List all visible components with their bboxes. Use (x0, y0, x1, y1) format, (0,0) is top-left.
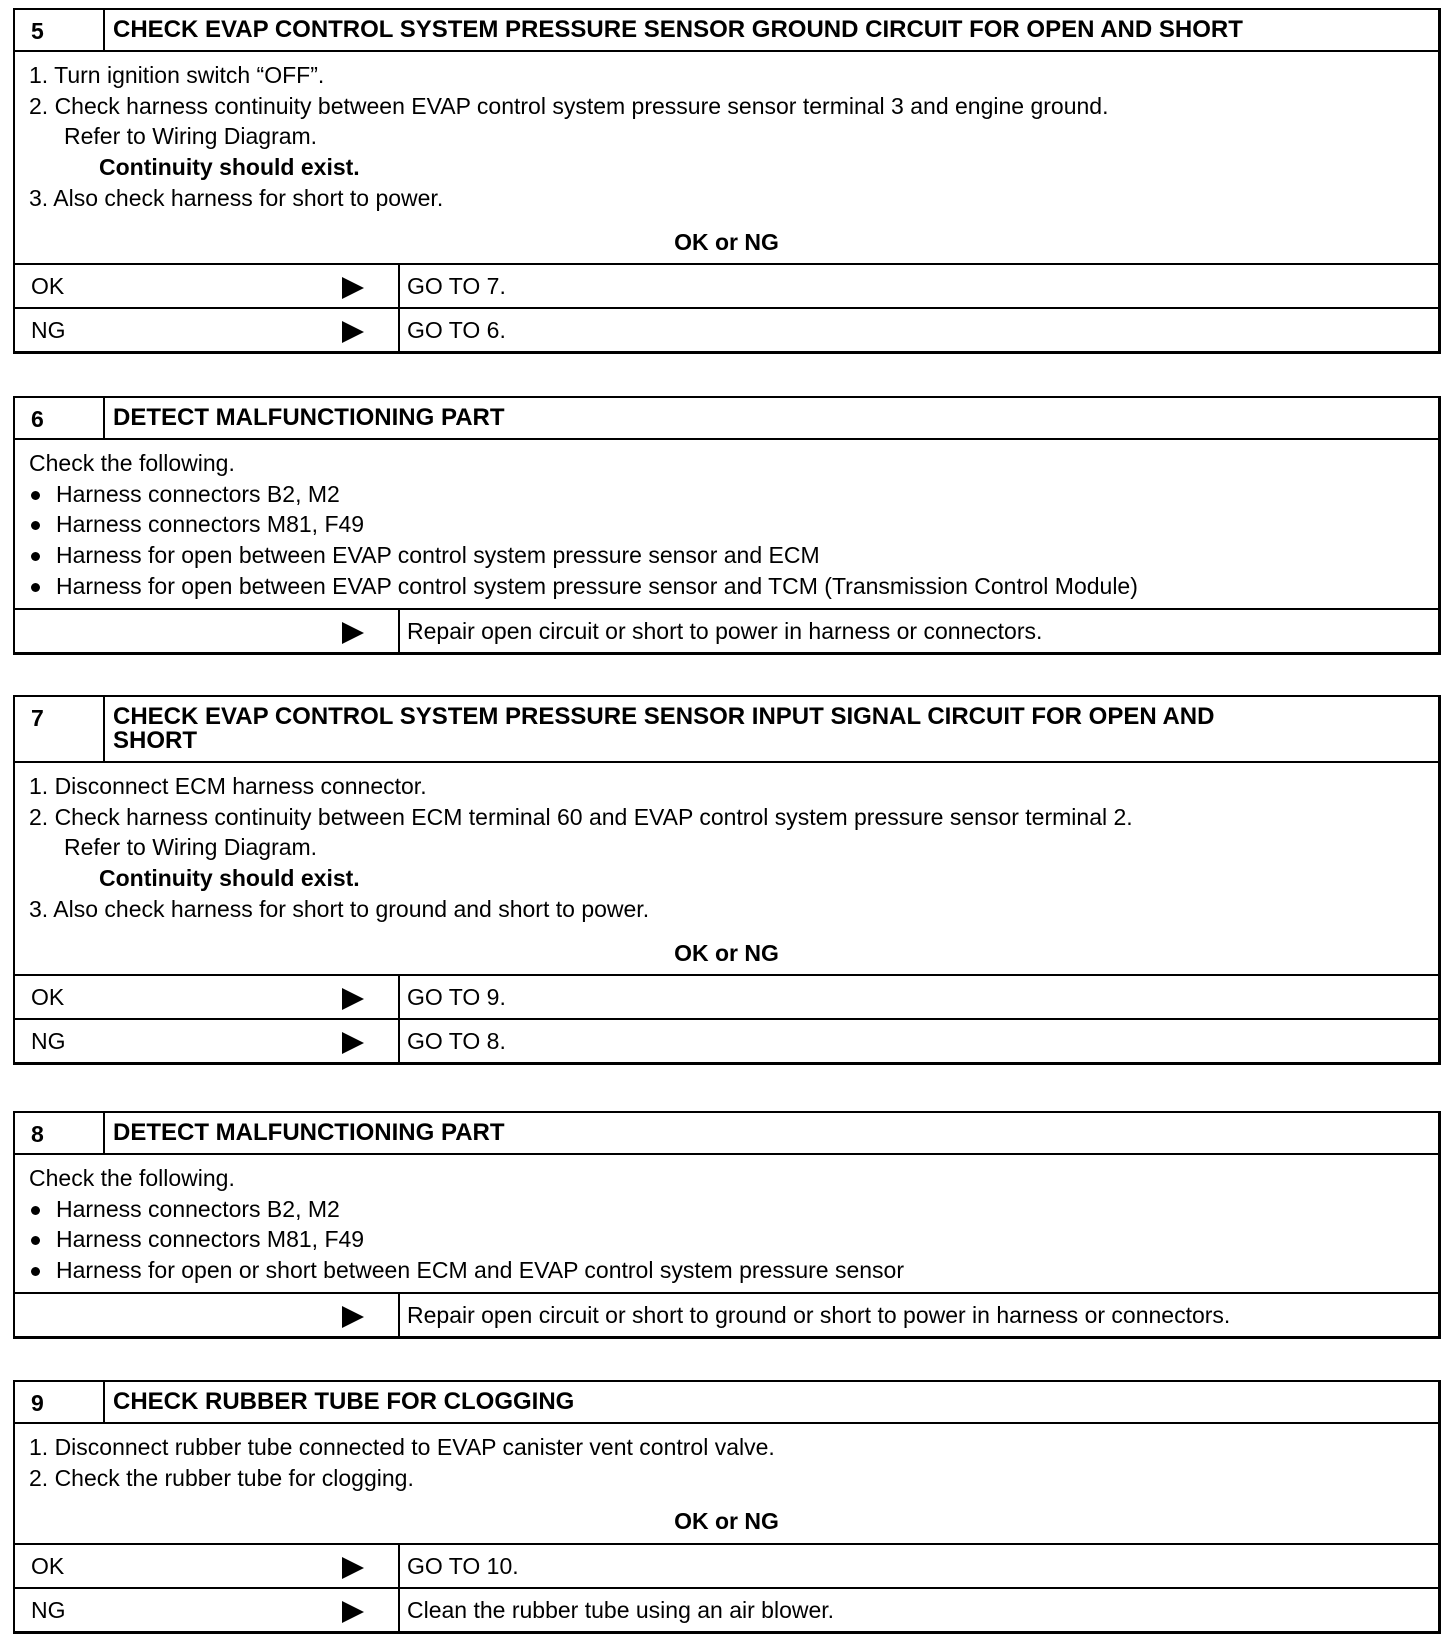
step-6-box (13, 396, 1441, 655)
result-label: NG (31, 1597, 66, 1624)
result-action: GO TO 8. (407, 1028, 506, 1055)
result-row (15, 1292, 1438, 1336)
result-action: GO TO 10. (407, 1553, 519, 1580)
bullet-item: Harness for open between EVAP control system pressure sensor and ECM (29, 540, 1424, 571)
instruction: Check the following. (29, 450, 235, 476)
ok-or-ng-label: OK or NG (674, 228, 779, 255)
bullet-item: Harness connectors B2, M2 (29, 479, 1424, 510)
result-action: Repair open circuit or short to ground or short to power in harness or connectors. (407, 1301, 1231, 1328)
step-instructions (15, 763, 1438, 974)
result-row-ng (15, 1587, 1438, 1631)
result-row-ng (15, 1018, 1438, 1062)
result-row-ok (15, 1543, 1438, 1587)
step-number: 7 (15, 697, 105, 761)
step-number: 5 (15, 10, 105, 50)
spec-text: Continuity should exist. (99, 865, 360, 892)
step-header (15, 1382, 1438, 1424)
result-action: GO TO 9. (407, 984, 506, 1011)
step-7-box (13, 695, 1441, 1065)
arrow-right-icon (342, 622, 364, 644)
result-row-ok (15, 974, 1438, 1018)
step-number: 6 (15, 398, 105, 438)
result-row (15, 608, 1438, 652)
result-label: OK (31, 273, 65, 300)
step-title: CHECK RUBBER TUBE FOR CLOGGING (113, 1388, 575, 1415)
instruction: Check the following. (29, 1165, 235, 1191)
bullet-item: Harness connectors B2, M2 (29, 1194, 1424, 1225)
result-action: GO TO 7. (407, 273, 506, 300)
result-label: NG (31, 1028, 66, 1055)
step-5-box (13, 8, 1441, 354)
step-title: CHECK EVAP CONTROL SYSTEM PRESSURE SENSOR GROUND CIRCUIT FOR OPEN AND SHORT (113, 16, 1243, 43)
result-label: OK (31, 1553, 65, 1580)
step-instructions (15, 1155, 1438, 1292)
step-number: 8 (15, 1113, 105, 1153)
step-number: 9 (15, 1382, 105, 1422)
instruction: 2. Check the rubber tube for clogging. (29, 1464, 414, 1491)
bullet-item: Harness connectors M81, F49 (29, 509, 1424, 540)
arrow-right-icon (342, 1601, 364, 1623)
arrow-right-icon (342, 277, 364, 299)
step-header (15, 697, 1438, 763)
step-title: DETECT MALFUNCTIONING PART (113, 1119, 505, 1146)
step-title: CHECK EVAP CONTROL SYSTEM PRESSURE SENSOR INPUT SIGNAL CIRCUIT FOR OPEN AND SHORT (113, 703, 1215, 754)
ok-or-ng-label: OK or NG (674, 1508, 779, 1535)
arrow-right-icon (342, 321, 364, 343)
bullet-item: Harness for open between EVAP control system pressure sensor and TCM (Transmission Control Module) (29, 571, 1424, 602)
arrow-right-icon (342, 1032, 364, 1054)
instruction: 1. Turn ignition switch “OFF”. (29, 62, 325, 88)
step-instructions (15, 1424, 1438, 1543)
step-9-box (13, 1380, 1441, 1634)
step-header (15, 1113, 1438, 1155)
step-instructions (15, 52, 1438, 263)
result-label: NG (31, 317, 66, 344)
instruction: 1. Disconnect ECM harness connector. (29, 773, 427, 799)
arrow-right-icon (342, 1557, 364, 1579)
result-action: GO TO 6. (407, 317, 506, 344)
step-header (15, 10, 1438, 52)
spec-text: Continuity should exist. (99, 154, 360, 181)
instruction-note: Refer to Wiring Diagram. (64, 834, 318, 861)
result-label: OK (31, 984, 65, 1011)
step-title: DETECT MALFUNCTIONING PART (113, 404, 505, 431)
instruction: 1. Disconnect rubber tube connected to EVAP canister vent control valve. (29, 1434, 775, 1460)
result-row-ng (15, 307, 1438, 351)
bullet-item: Harness connectors M81, F49 (29, 1224, 1424, 1255)
bullet-item: Harness for open or short between ECM and EVAP control system pressure sensor (29, 1255, 1424, 1286)
instruction: 3. Also check harness for short to power. (29, 184, 444, 211)
result-action: Clean the rubber tube using an air blower. (407, 1597, 835, 1624)
result-action: Repair open circuit or short to power in harness or connectors. (407, 617, 1043, 644)
step-instructions (15, 440, 1438, 608)
arrow-right-icon (342, 1306, 364, 1328)
step-header (15, 398, 1438, 440)
instruction-note: Refer to Wiring Diagram. (64, 123, 318, 150)
instruction: 2. Check harness continuity between ECM terminal 60 and EVAP control system pressure sensor terminal 2. (29, 803, 1133, 830)
instruction: 2. Check harness continuity between EVAP control system pressure sensor terminal 3 and engine ground. (29, 92, 1109, 119)
ok-or-ng-label: OK or NG (674, 939, 779, 966)
instruction: 3. Also check harness for short to ground and short to power. (29, 895, 650, 922)
step-8-box (13, 1111, 1441, 1339)
arrow-right-icon (342, 988, 364, 1010)
result-row-ok (15, 263, 1438, 307)
